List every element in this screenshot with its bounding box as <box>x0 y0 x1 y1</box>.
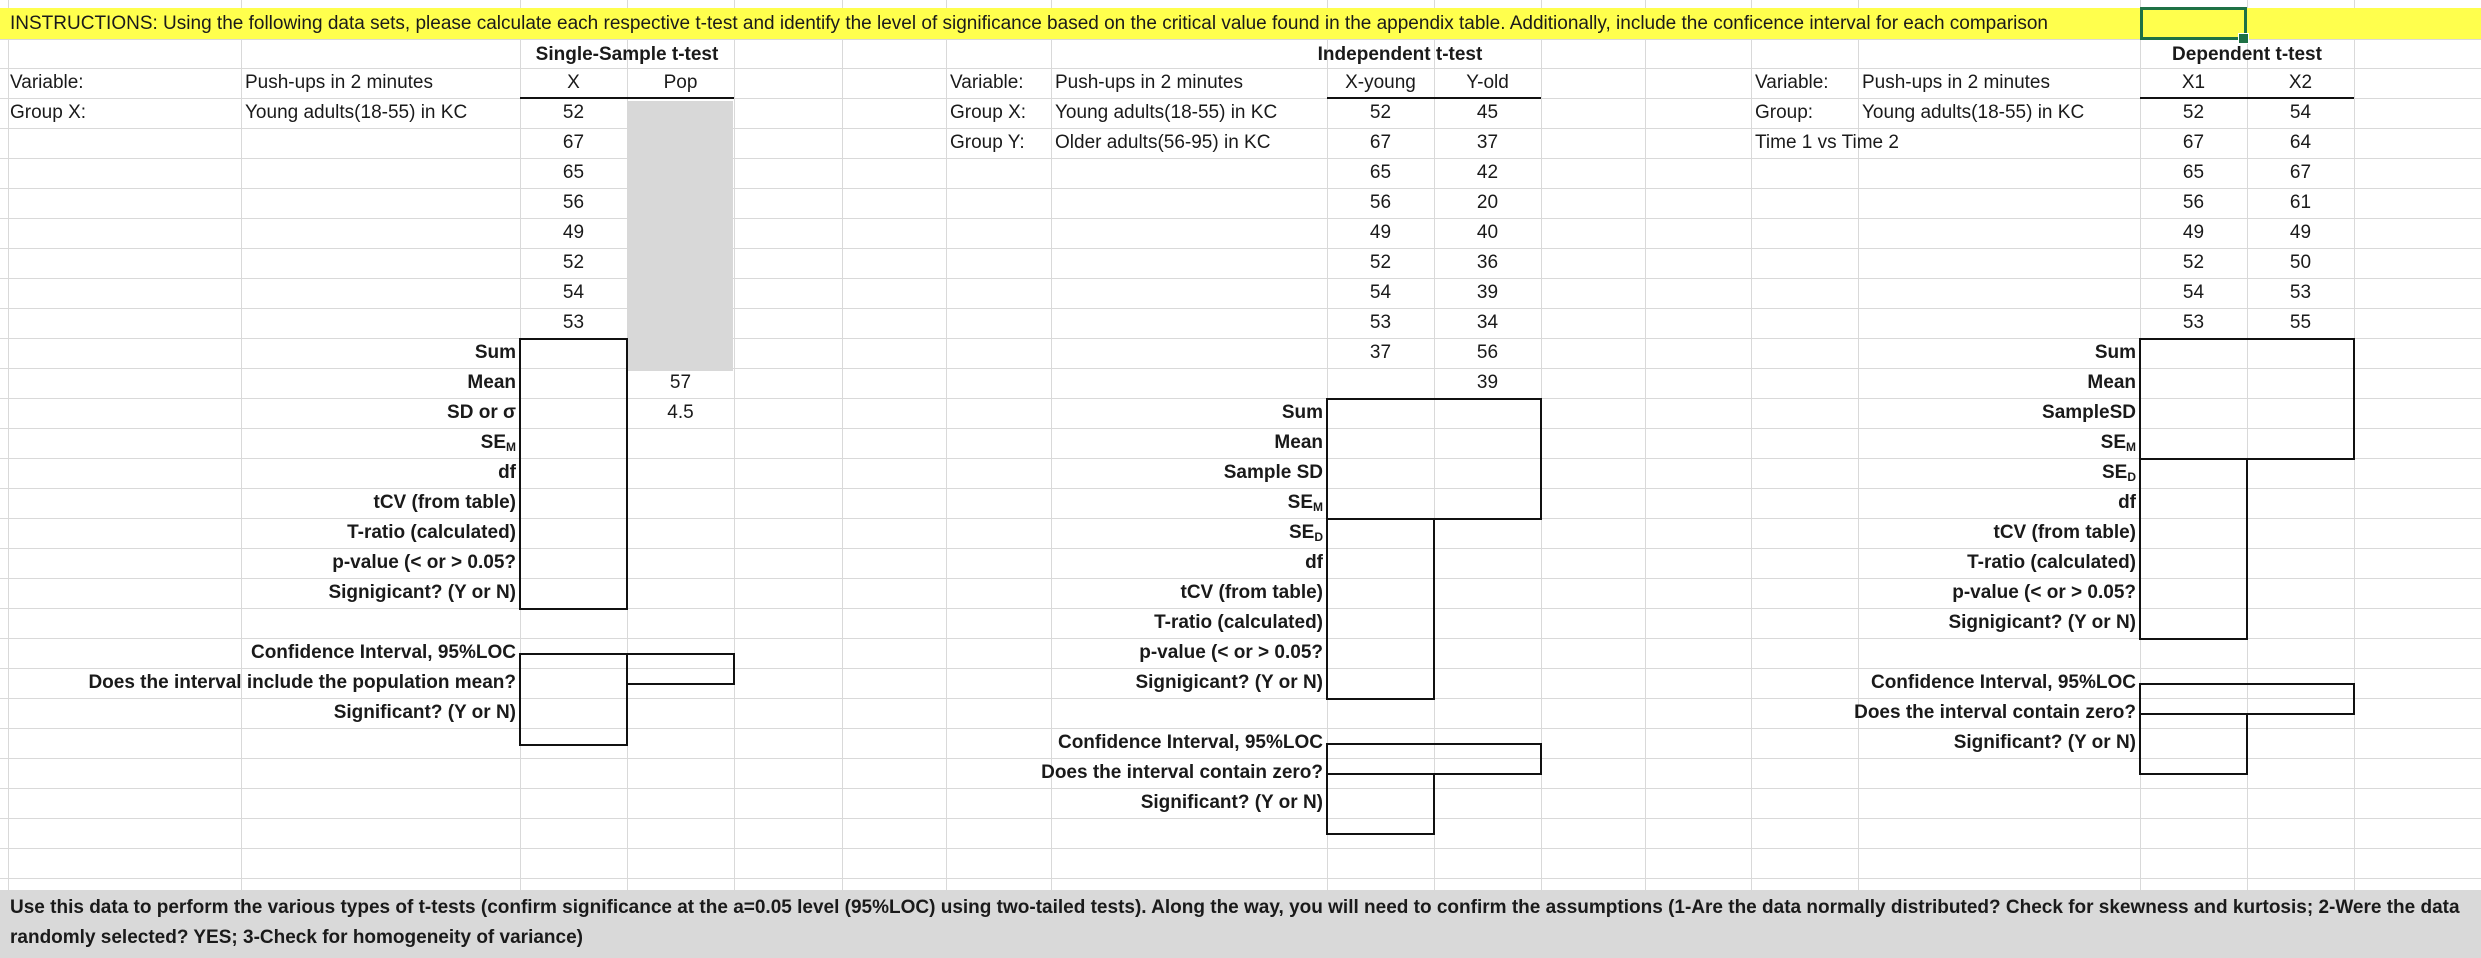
single-df-label: df <box>498 462 516 483</box>
single-x-cell[interactable]: 67 <box>562 132 585 153</box>
independent-tratio-label: T-ratio (calculated) <box>1154 612 1323 633</box>
independent-sig2-label: Significant? (Y or N) <box>1140 792 1323 813</box>
single-answer-cell[interactable] <box>519 653 628 746</box>
independent-y-cell[interactable]: 40 <box>1476 222 1499 243</box>
independent-sem-label: $SE_M$ <box>1287 492 1323 514</box>
independent-x-cell[interactable]: 54 <box>1369 282 1392 303</box>
single-sig2-label: Significant? (Y or N) <box>333 702 516 723</box>
single-sem-label: $SE_M$ <box>480 432 516 454</box>
dependent-pvalue-label: p-value (< or > 0.05? <box>1952 582 2136 603</box>
dependent-sed-label: $SE_D$ <box>2101 462 2136 484</box>
dependent-x2-cell[interactable]: 67 <box>2289 162 2312 183</box>
independent-answer-cell[interactable] <box>1326 743 1542 775</box>
dependent-variable-value: Push-ups in 2 minutes <box>1862 72 2050 93</box>
independent-answer-cell[interactable] <box>1326 773 1435 835</box>
single-tcv-label: tCV (from table) <box>373 492 516 513</box>
dependent-tratio-label: T-ratio (calculated) <box>1967 552 2136 573</box>
grid-column-line <box>1645 0 1646 958</box>
independent-sum-label: Sum <box>1281 402 1323 423</box>
independent-x-cell[interactable]: 52 <box>1369 252 1392 273</box>
dependent-x2-cell[interactable]: 49 <box>2289 222 2312 243</box>
dependent-x1-cell[interactable]: 52 <box>2182 102 2205 123</box>
dependent-answer-cell[interactable] <box>2139 338 2355 460</box>
grid-row-line <box>0 218 2481 219</box>
independent-col-y-header: Y-old <box>1466 72 1509 93</box>
single-answer-cell[interactable] <box>626 653 735 685</box>
grid-row-line <box>0 39 2481 40</box>
independent-contain-label: Does the interval contain zero? <box>1041 762 1323 783</box>
independent-sed-label: $SE_D$ <box>1288 522 1323 544</box>
independent-answer-cell[interactable] <box>1326 518 1435 700</box>
footer-instructions: Use this data to perform the various types of t-tests (confirm significance at the a=0.05 level (95%LOC) using two-tailed tests). Along the way, you will need to confirm the assumptions (1-Are the data normally distributed? Check for skewness and kurtosis; 2-Were the data randomly selected? YES; 3-Check for homogeneity of variance) <box>10 897 2460 948</box>
grid-row-line <box>0 308 2481 309</box>
dependent-x2-cell[interactable]: 53 <box>2289 282 2312 303</box>
single-group-label: Group X: <box>10 102 87 123</box>
independent-sd-label: Sample SD <box>1223 462 1323 483</box>
grid-row-line <box>0 158 2481 159</box>
single-x-cell[interactable]: 54 <box>562 282 585 303</box>
independent-y-cell[interactable]: 36 <box>1476 252 1499 273</box>
single-variable-value: Push-ups in 2 minutes <box>245 72 433 93</box>
single-pvalue-label: p-value (< or > 0.05? <box>332 552 516 573</box>
dependent-x1-cell[interactable]: 52 <box>2182 252 2205 273</box>
dependent-x2-cell[interactable]: 61 <box>2289 192 2312 213</box>
single-mean-label: Mean <box>467 372 516 393</box>
independent-tcv-label: tCV (from table) <box>1180 582 1323 603</box>
independent-pvalue-label: p-value (< or > 0.05? <box>1139 642 1323 663</box>
independent-y-cell[interactable]: 42 <box>1476 162 1499 183</box>
independent-df-label: df <box>1305 552 1323 573</box>
dependent-x1-cell[interactable]: 56 <box>2182 192 2205 213</box>
independent-y-cell[interactable]: 39 <box>1476 282 1499 303</box>
dependent-group-label: Group: <box>1755 102 1814 123</box>
grid-column-line <box>946 0 947 958</box>
single-sd-label: SD or σ <box>447 402 516 423</box>
dependent-col-x2-header: X2 <box>2288 72 2313 93</box>
dependent-x2-cell[interactable]: 64 <box>2289 132 2312 153</box>
dependent-x2-cell[interactable]: 54 <box>2289 102 2312 123</box>
grid-column-line <box>2354 0 2355 958</box>
independent-x-cell[interactable]: 65 <box>1369 162 1392 183</box>
dependent-title: Dependent t-test <box>2172 44 2322 65</box>
single-col-pop-header: Pop <box>663 72 698 93</box>
dependent-answer-cell[interactable] <box>2139 458 2248 640</box>
single-col-x-header: X <box>567 72 580 93</box>
dependent-sum-label: Sum <box>2094 342 2136 363</box>
single-x-cell[interactable]: 53 <box>562 312 585 333</box>
dependent-df-label: df <box>2118 492 2136 513</box>
dependent-contain-label: Does the interval contain zero? <box>1854 702 2136 723</box>
population-shaded-cells <box>627 101 733 371</box>
single-include-label: Does the interval include the population mean? <box>88 672 516 693</box>
independent-y-cell[interactable]: 20 <box>1476 192 1499 213</box>
independent-groupy-label: Group Y: <box>950 132 1025 153</box>
active-cell-selection[interactable] <box>2140 7 2247 40</box>
independent-y-cell[interactable]: 45 <box>1476 102 1499 123</box>
single-pop-mean: 57 <box>669 372 692 393</box>
single-tratio-label: T-ratio (calculated) <box>347 522 516 543</box>
independent-mean-label: Mean <box>1274 432 1323 453</box>
grid-row-line <box>0 248 2481 249</box>
single-sample-title: Single-Sample t-test <box>535 44 719 65</box>
dependent-x1-cell[interactable]: 53 <box>2182 312 2205 333</box>
dependent-sem-label: $SE_M$ <box>2100 432 2136 454</box>
single-sum-label: Sum <box>474 342 516 363</box>
independent-x-cell[interactable]: 67 <box>1369 132 1392 153</box>
dependent-time-label: Time 1 vs Time 2 <box>1755 132 1899 153</box>
independent-y-cell[interactable]: 39 <box>1476 372 1499 393</box>
independent-col-x-header: X-young <box>1345 72 1416 93</box>
independent-y-cell[interactable]: 56 <box>1476 342 1499 363</box>
independent-ci-label: Confidence Interval, 95%LOC <box>1057 732 1323 753</box>
independent-variable-value: Push-ups in 2 minutes <box>1055 72 1243 93</box>
single-answer-cell[interactable] <box>519 338 628 610</box>
single-pop-sd: 4.5 <box>667 402 694 423</box>
instruction-text: INSTRUCTIONS: Using the following data sets, please calculate each respective t-test and identify the level of significance based on the critical value found in the appendix table. Additionally, include the conficence interval for each comparison <box>10 13 2049 34</box>
dependent-x1-cell[interactable]: 67 <box>2182 132 2205 153</box>
grid-row-line <box>0 848 2481 849</box>
independent-y-cell[interactable]: 34 <box>1476 312 1499 333</box>
single-x-cell[interactable]: 56 <box>562 192 585 213</box>
independent-groupy-value: Older adults(56-95) in KC <box>1055 132 1271 153</box>
single-x-cell[interactable]: 49 <box>562 222 585 243</box>
dependent-tcv-label: tCV (from table) <box>1993 522 2136 543</box>
grid-row-line <box>0 278 2481 279</box>
dependent-x1-cell[interactable]: 65 <box>2182 162 2205 183</box>
dependent-variable-label: Variable: <box>1755 72 1829 93</box>
independent-x-cell[interactable]: 49 <box>1369 222 1392 243</box>
grid-row-line <box>0 818 2481 819</box>
dependent-ci-label: Confidence Interval, 95%LOC <box>1870 672 2136 693</box>
independent-variable-label: Variable: <box>950 72 1024 93</box>
independent-x-cell[interactable]: 37 <box>1369 342 1392 363</box>
independent-y-cell[interactable]: 37 <box>1476 132 1499 153</box>
dependent-sig-label: Signigicant? (Y or N) <box>1948 612 2136 633</box>
independent-x-cell[interactable]: 56 <box>1369 192 1392 213</box>
grid-row-line <box>0 878 2481 879</box>
independent-x-cell[interactable]: 53 <box>1369 312 1392 333</box>
single-sig-label: Signigicant? (Y or N) <box>328 582 516 603</box>
dependent-mean-label: Mean <box>2087 372 2136 393</box>
independent-sig-label: Signigicant? (Y or N) <box>1135 672 1323 693</box>
single-x-cell[interactable]: 52 <box>562 252 585 273</box>
grid-column-line <box>1751 0 1752 958</box>
dependent-sd-label: SampleSD <box>2042 402 2136 423</box>
independent-groupx-label: Group X: <box>950 102 1027 123</box>
independent-title: Independent t-test <box>1317 44 1483 65</box>
dependent-x2-cell[interactable]: 50 <box>2289 252 2312 273</box>
single-variable-label: Variable: <box>10 72 84 93</box>
dependent-x1-cell[interactable]: 49 <box>2182 222 2205 243</box>
dependent-answer-cell[interactable] <box>2139 683 2355 715</box>
grid-column-line <box>8 0 9 958</box>
single-x-cell[interactable]: 52 <box>562 102 585 123</box>
independent-x-cell[interactable]: 52 <box>1369 102 1392 123</box>
dependent-col-x1-header: X1 <box>2181 72 2206 93</box>
grid-column-line <box>734 0 735 958</box>
grid-column-line <box>842 0 843 958</box>
single-ci-label: Confidence Interval, 95%LOC <box>250 642 516 663</box>
independent-groupx-value: Young adults(18-55) in KC <box>1055 102 1278 123</box>
dependent-x1-cell[interactable]: 54 <box>2182 282 2205 303</box>
dependent-answer-cell[interactable] <box>2139 713 2248 775</box>
dependent-group-value: Young adults(18-55) in KC <box>1862 102 2085 123</box>
dependent-x2-cell[interactable]: 55 <box>2289 312 2312 333</box>
single-group-value: Young adults(18-55) in KC <box>245 102 468 123</box>
grid-row-line <box>0 188 2481 189</box>
dependent-sig2-label: Significant? (Y or N) <box>1953 732 2136 753</box>
independent-answer-cell[interactable] <box>1326 398 1542 520</box>
single-x-cell[interactable]: 65 <box>562 162 585 183</box>
